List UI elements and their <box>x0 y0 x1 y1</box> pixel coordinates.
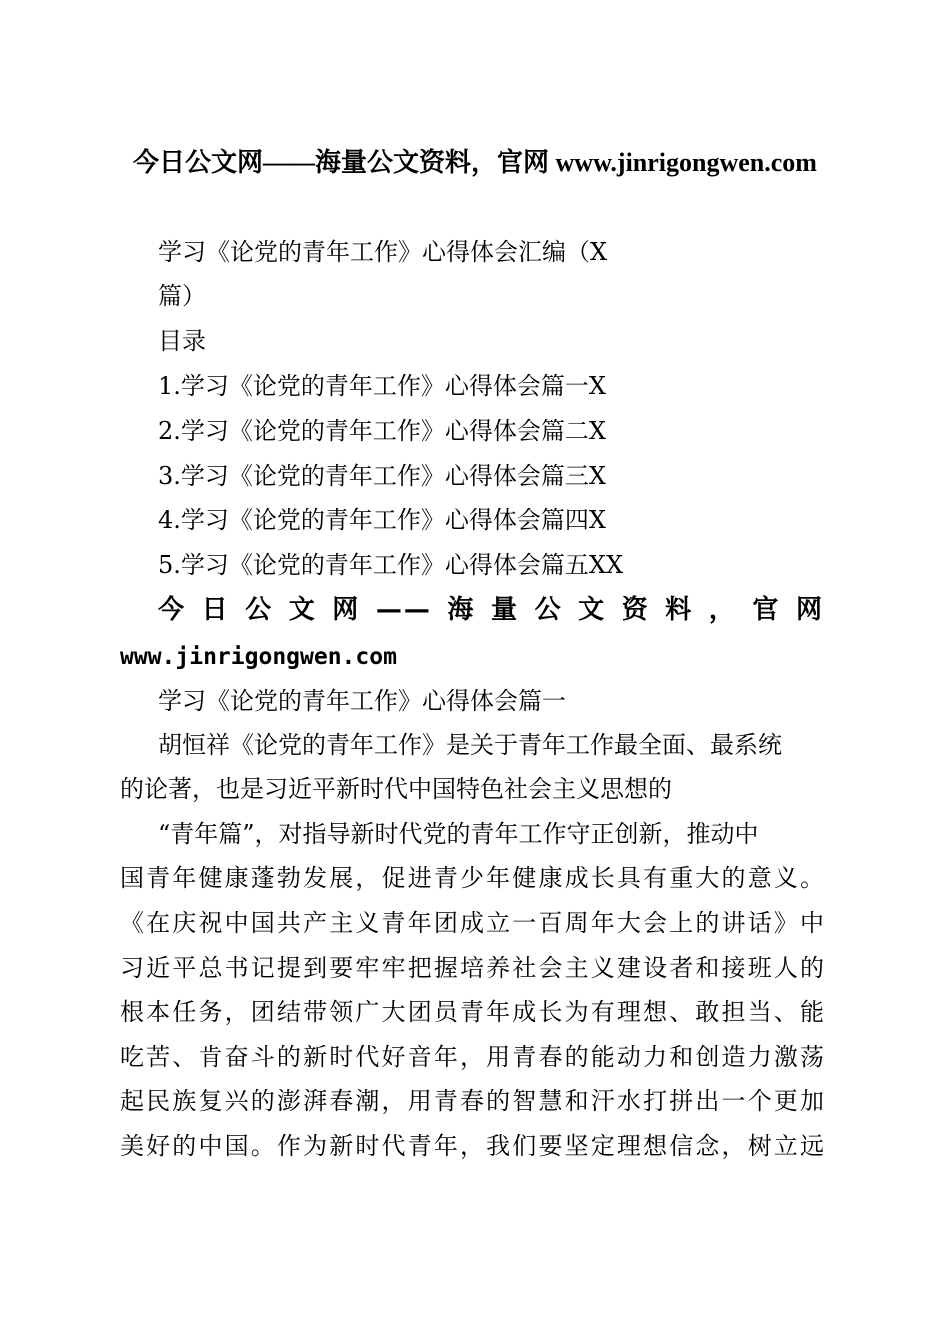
paragraph-2-line-1: “青年篇”，对指导新时代党的青年工作守正创新，推动中 <box>158 820 759 848</box>
paragraph-2-line-2: 国青年健康蓬勃发展，促进青少年健康成长具有重大的意义。 <box>120 864 824 892</box>
toc-item-2: 2.学习《论党的青年工作》心得体会篇二X <box>158 417 606 445</box>
paragraph-2-line-6: 吃苦、肯奋斗的新时代好音年，用青春的能动力和创造力激荡 <box>120 1043 824 1071</box>
site-header: 今日公文网——海量公文资料，官网 www.jinrigongwen.com <box>133 148 817 177</box>
toc-item-3: 3.学习《论党的青年工作》心得体会篇三X <box>158 462 606 490</box>
toc-item-1: 1.学习《论党的青年工作》心得体会篇一X <box>158 372 606 400</box>
document-title-line-2: 篇） <box>158 282 206 310</box>
paragraph-2-line-4: 习近平总书记提到要牢牢把握培养社会主义建设者和接班人的 <box>120 954 824 982</box>
site-banner-url: www.jinrigongwen.com <box>120 644 397 670</box>
paragraph-1-line-2: 的论著，也是习近平新时代中国特色社会主义思想的 <box>120 775 672 803</box>
section-heading: 学习《论党的青年工作》心得体会篇一 <box>158 687 566 715</box>
toc-heading: 目录 <box>158 327 206 355</box>
site-banner-line-1: 今日公文网——海量公文资料，官网 <box>158 595 824 625</box>
paragraph-2-line-5: 根本任务，团结带领广大团员青年成长为有理想、敢担当、能 <box>120 998 824 1026</box>
toc-item-5: 5.学习《论党的青年工作》心得体会篇五XX <box>158 551 624 579</box>
paragraph-2-line-7: 起民族复兴的澎湃春潮，用青春的智慧和汗水打拼出一个更加 <box>120 1087 824 1115</box>
toc-item-4: 4.学习《论党的青年工作》心得体会篇四X <box>158 506 606 534</box>
document-title-line-1: 学习《论党的青年工作》心得体会汇编（X <box>158 238 608 266</box>
paragraph-1-line-1: 胡恒祥《论党的青年工作》是关于青年工作最全面、最系统 <box>158 731 782 759</box>
paragraph-2-line-3: 《在庆祝中国共产主义青年团成立一百周年大会上的讲话》中 <box>120 909 824 937</box>
paragraph-2-line-8: 美好的中国。作为新时代青年，我们要坚定理想信念，树立远 <box>120 1132 824 1160</box>
